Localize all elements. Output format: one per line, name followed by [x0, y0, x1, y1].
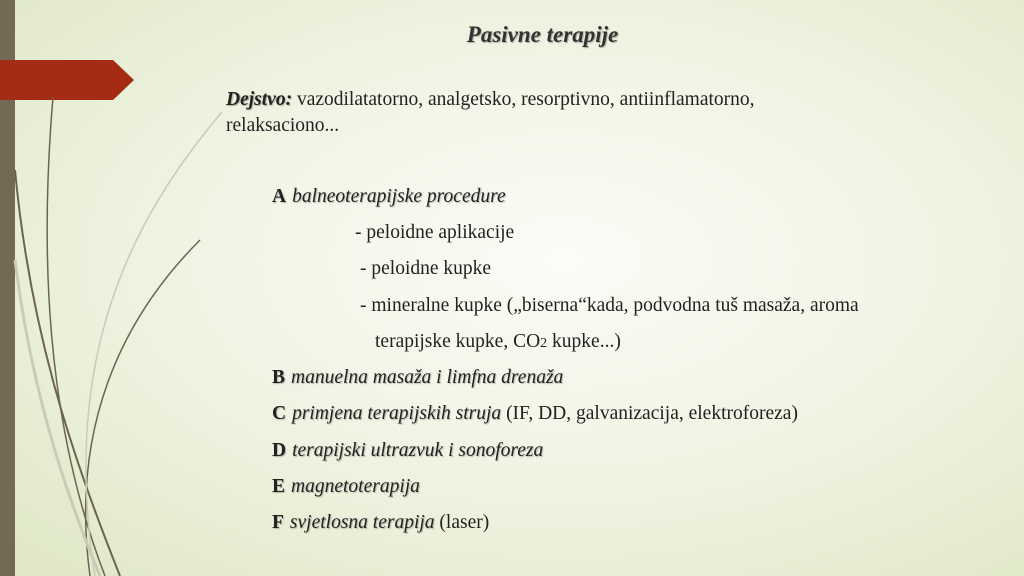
item-heading: primjena terapijskih struja [292, 403, 502, 424]
item-detail: (laser) [434, 512, 490, 533]
item-letter: F [272, 512, 284, 533]
list-item-a [272, 187, 506, 207]
sub-item: - peloidne aplikacije [355, 222, 515, 243]
dejstvo-text-continued: relaksaciono... [226, 115, 340, 136]
item-letter: A [272, 186, 287, 207]
dejstvo-label: Dejstvo: [226, 89, 293, 110]
item-heading: magnetoterapija [291, 476, 420, 497]
decorative-curves [0, 0, 300, 576]
item-heading: svjetlosna terapija [289, 512, 435, 533]
sub-item-continuation [375, 332, 621, 352]
list-item-c [272, 404, 798, 424]
slide-title: Pasivne terapije [466, 22, 619, 47]
list-item-e [272, 477, 420, 497]
sub-item: - mineralne kupke („biserna“kada, podvodna tuš masaža, aroma [360, 295, 859, 316]
item-letter: E [272, 476, 286, 497]
continuation-text: terapijske kupke, CO [375, 331, 541, 352]
continuation-text-end: kupke...) [547, 331, 621, 352]
sub-item: - peloidne kupke [360, 258, 492, 279]
dejstvo-line [226, 90, 755, 110]
item-heading: terapijski ultrazvuk i sonoforeza [292, 440, 544, 461]
dejstvo-text: vazodilatatorno, analgetsko, resorptivno, antiinflamatorno, [296, 89, 755, 110]
item-heading: balneoterapijske procedure [292, 186, 506, 207]
co2-subscript: 2 [540, 336, 548, 351]
item-letter: B [272, 367, 286, 388]
item-detail: (IF, DD, galvanizacija, elektroforeza) [501, 403, 798, 424]
item-letter: D [272, 440, 287, 461]
list-item-d [272, 441, 543, 461]
list-item-b [272, 368, 563, 388]
list-item-f [272, 513, 489, 533]
item-heading: manuelna masaža i limfna drenaža [291, 367, 564, 388]
item-letter: C [272, 403, 287, 424]
